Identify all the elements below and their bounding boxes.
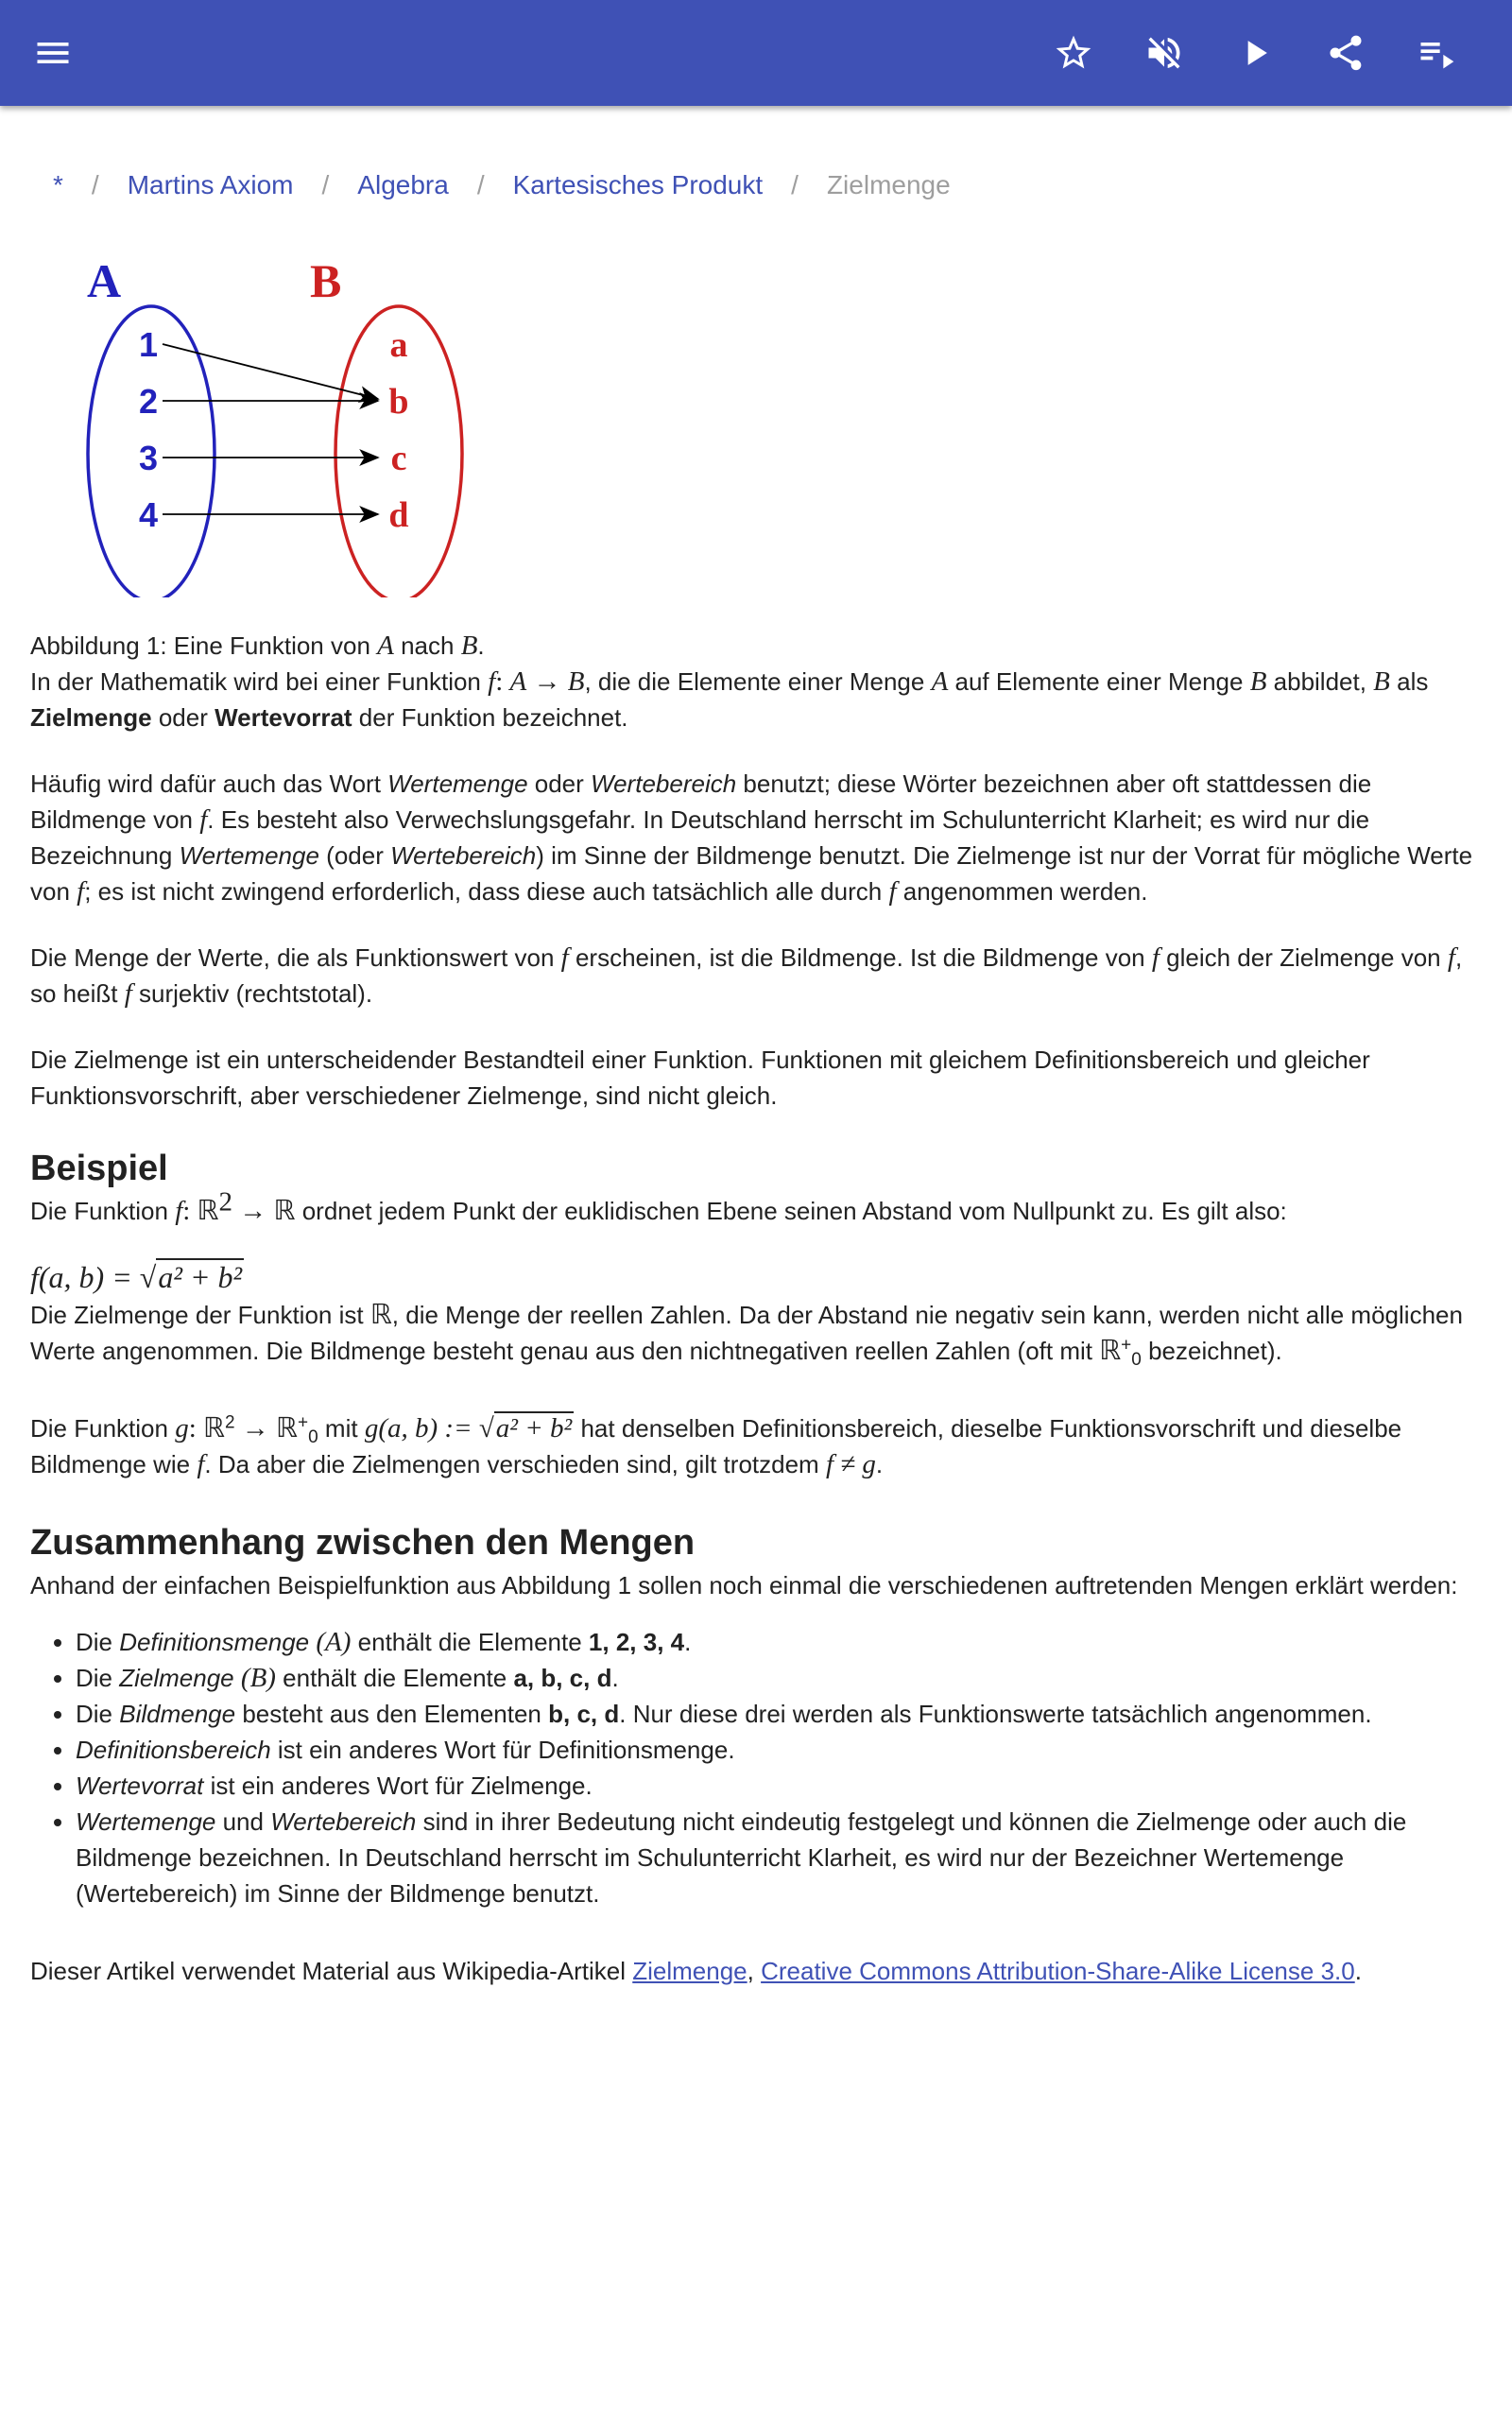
heading-zusammenhang: Zusammenhang zwischen den Mengen — [30, 1523, 696, 1563]
breadcrumb-item-kartesisches-produkt[interactable]: Kartesisches Produkt — [512, 170, 764, 199]
set-a-element: 4 — [138, 495, 159, 534]
function-mapping-diagram — [57, 248, 482, 597]
paragraph-funktion-g: Die Funktion g: ℝ$^2$ → ℝ+$_0$ mit g(a, b) := √a² + b² hat denselben Definitionsbereich, dieselbe Funktionsvorschrift und dieselbe Bildmenge wie f. Da aber die Zielmengen verschieden sind, gilt trotzdem f ≠ g. — [30, 1412, 1402, 1479]
volume-off-icon[interactable] — [1134, 23, 1194, 83]
set-b-element: c — [390, 439, 407, 478]
paragraph-wertemenge: Häufig wird dafür auch das Wort Wertemenge oder Wertebereich benutzt; diese Wörter bezeichnen aber oft stattdessen die Bildmenge von f. Es besteht also Verwechslungsgefahr. In Deutschland herrscht im Schulunterricht Klarheit; es wird nur die Bezeichnung Wertemenge (oder Wertebereich) im Sinne der Bildmenge benutzt. Die Zielmenge ist nur der Vorrat für mögliche Werte von f; es ist nicht zwingend erforderlich, dass diese auch tatsächlich alle durch f angenommen werden. — [30, 769, 1473, 907]
set-b-label: B — [310, 254, 342, 307]
list-item: • Wertemenge und Wertebereich sind in ihrer Bedeutung nicht eindeutig festgelegt und können die Zielmenge oder auch die Bildmenge bezeichnen. In Deutschland herrscht im Schulunterricht Klarheit, es wird nur der Bezeichner Wertemenge (Wertebereich) im Sinne der Bildmenge benutzt. — [76, 1804, 1482, 1911]
paragraph-reelle-zahlen: Die Zielmenge der Funktion ist ℝ, die Menge der reellen Zahlen. Da der Abstand nie negativ sein kann, werden nicht alle möglichen Werte angenommen. Die Bildmenge besteht genau aus den nichtnegativen reellen Zahlen (oft mit ℝ+$_0$ bezeichnet). — [30, 1300, 1463, 1371]
caption-text: nach — [393, 631, 461, 660]
link-cc-license[interactable]: Creative Commons Attribution-Share-Alike License 3.0 — [761, 1957, 1355, 1985]
formula-f: f(a, b) = √a² + b² — [30, 1260, 243, 1294]
set-b-element: b — [388, 382, 409, 422]
beispiel-paragraph: Die Funktion f: ℝ$^2$ → ℝ ordnet jedem Punkt der euklidischen Ebene seinen Abstand vom Nullpunkt zu. Es gilt also: — [30, 1186, 1287, 1226]
breadcrumb-current: Zielmenge — [826, 170, 951, 199]
list-item: • Die Zielmenge (B) enthält die Elemente a, b, c, d. — [76, 1660, 1482, 1696]
math-var: B — [460, 631, 478, 661]
caption-text: . — [477, 631, 485, 660]
article-content — [30, 628, 1482, 2019]
breadcrumb-separator: / — [321, 170, 330, 199]
figure-caption — [30, 628, 1482, 664]
set-a-label: A — [87, 254, 122, 307]
breadcrumb-root[interactable]: * — [53, 170, 63, 199]
intro-paragraph: In der Mathematik wird bei einer Funktion f: A → B, die die Elemente einer Menge A auf Elemente einer Menge B abbildet, B als Zielmenge oder Wertevorrat der Funktion bezeichnet. — [30, 666, 1429, 732]
set-b-element: d — [388, 495, 409, 535]
list-item: • Die Bildmenge besteht aus den Elementen b, c, d. Nur diese drei werden als Funktionswerte tatsächlich angenommen. — [76, 1696, 1482, 1732]
breadcrumb-separator: / — [791, 170, 799, 199]
breadcrumb — [53, 170, 951, 200]
app-bar — [0, 0, 1512, 106]
list-item: • Wertevorrat ist ein anderes Wort für Zielmenge. — [76, 1768, 1482, 1804]
paragraph-bestandteil: Die Zielmenge ist ein unterscheidender Bestandteil einer Funktion. Funktionen mit gleichem Definitionsbereich und gleicher Funktionsvorschrift, aber verschiedener Zielmenge, sind nicht gleich. — [30, 1046, 1370, 1110]
breadcrumb-separator: / — [91, 170, 99, 199]
link-wikipedia-zielmenge[interactable]: Zielmenge — [632, 1957, 747, 1985]
attribution-footer: Dieser Artikel verwendet Material aus Wikipedia-Artikel Zielmenge, Creative Commons Attribution-Share-Alike License 3.0. — [30, 1957, 1362, 1985]
paragraph-surjektiv: Die Menge der Werte, die als Funktionswert von f erscheinen, ist die Bildmenge. Ist die Bildmenge von f gleich der Zielmenge von f, so heißt f surjektiv (rechtstotal). — [30, 942, 1463, 1009]
list-item: • Die Definitionsmenge (A) enthält die Elemente 1, 2, 3, 4. — [76, 1624, 1482, 1660]
math-var: A — [377, 631, 394, 661]
mengen-list — [30, 1624, 1482, 1911]
play-icon[interactable] — [1225, 23, 1285, 83]
set-a-element: 1 — [138, 325, 159, 364]
share-icon[interactable] — [1315, 23, 1376, 83]
heading-beispiel: Beispiel — [30, 1149, 168, 1188]
set-a-element: 2 — [138, 382, 159, 421]
set-a-element: 3 — [138, 439, 159, 477]
breadcrumb-item-martins-axiom[interactable]: Martins Axiom — [127, 170, 294, 199]
star-icon[interactable] — [1043, 23, 1104, 83]
zusammenhang-intro: Anhand der einfachen Beispielfunktion aus Abbildung 1 sollen noch einmal die verschiedenen auftretenden Mengen erklärt werden: — [30, 1571, 1458, 1599]
breadcrumb-item-algebra[interactable]: Algebra — [357, 170, 449, 199]
list-item: • Definitionsbereich ist ein anderes Wort für Definitionsmenge. — [76, 1732, 1482, 1768]
caption-text: Abbildung 1: Eine Funktion von — [30, 631, 378, 660]
playlist-icon[interactable] — [1406, 23, 1467, 83]
breadcrumb-separator: / — [476, 170, 485, 199]
menu-icon[interactable] — [23, 23, 83, 83]
set-b-element: a — [389, 325, 408, 365]
